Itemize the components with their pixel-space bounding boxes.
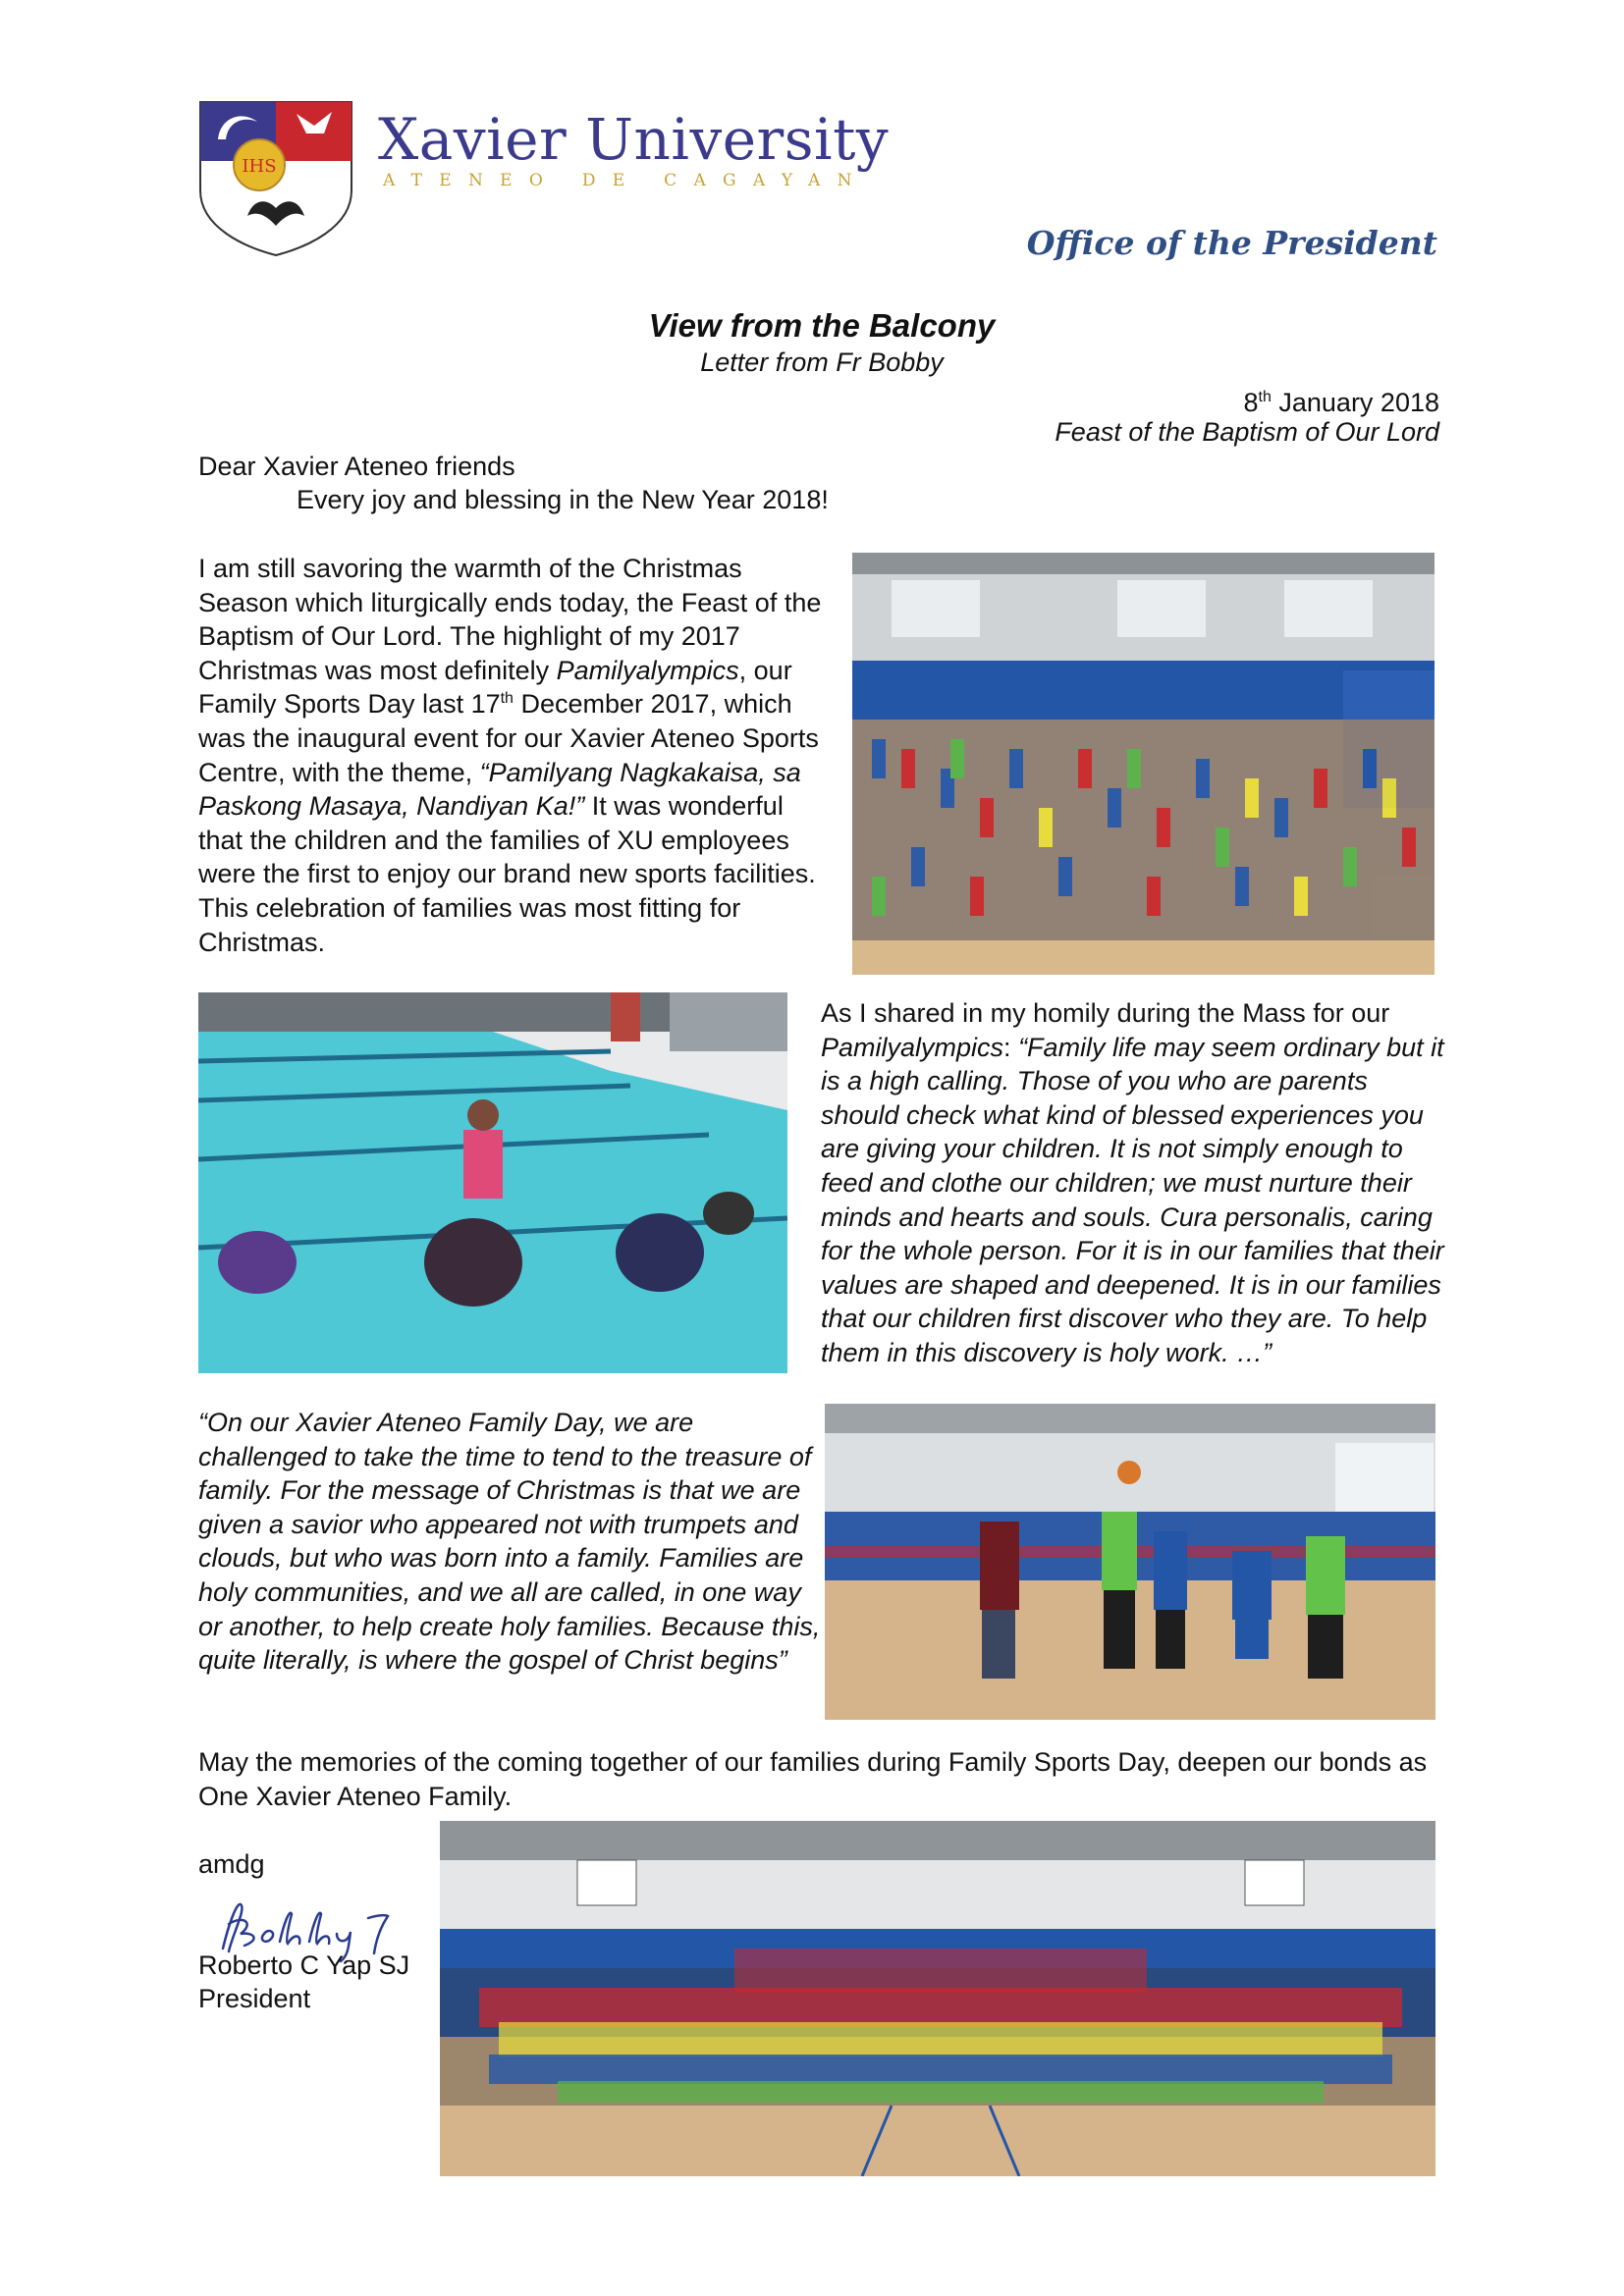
signatory-name: Roberto C Yap SJ [198, 1950, 410, 1980]
letter-subtitle: Letter from Fr Bobby [700, 347, 944, 377]
photo-gym-crowd [852, 553, 1435, 975]
para2-event-name: Pamilyalympics [821, 1032, 1004, 1062]
office-heading: Office of the President [1026, 224, 1437, 262]
photo-swimming-pool [198, 992, 787, 1373]
para2-homily-quote: “Family life may seem ordinary but it is a high calling. Those of you who are parents should check what kind of blessed experiences you are giving your children. It is not simply enough to feed and clothe our children; we must nurture their minds and hearts and souls. Cura personalis, caring for the whole person. For it is in our families that their values are shaped and deepened. It is in our families that our children first discover who they are. To help them in this discovery is holy work. …” [821, 1032, 1444, 1367]
date-day: 8 [1243, 388, 1259, 417]
paragraph-intro [198, 552, 827, 959]
university-subtitle: ATENEO DE CAGAYAN [383, 171, 869, 190]
para1-text-e: December 2017, which was the inaugural event for our Xavier Ateneo Sports Centre, with the theme, [198, 689, 819, 787]
para1-ordinal: th [500, 690, 514, 708]
letter-title: View from the Balcony [648, 307, 996, 344]
paragraph-homily [821, 996, 1449, 1370]
signatory-title: President [198, 1984, 311, 2013]
para1-text-g: It was wonderful that the children and the families of XU employees were the first to enjoy our brand new sports facilities. This celebration of families was most fitting for Christmas. [198, 791, 816, 957]
photo-group-portrait [440, 1821, 1435, 2176]
para1-theme: “Pamilyang Nagkakaisa, sa Paskong Masaya, Nandiyan Ka!” [198, 757, 801, 822]
university-name: Xavier University [378, 106, 890, 173]
feast-line: Feast of the Baptism of Our Lord [1055, 417, 1439, 447]
para2-text-c: : [1003, 1032, 1019, 1062]
family-day-quote: “On our Xavier Ateneo Family Day, we are challenged to take the time to tend to the treasure of family. For the message of Christmas is that we are given a savior who appeared not with trumpets and clouds, but who was born into a family. Families are holy communities, and we all are called, in one way or another, to help create holy families. Because this, quite literally, is where the gospel of Christ begins” [198, 1408, 821, 1676]
date-ordinal: th [1258, 389, 1272, 405]
svg-text:IHS: IHS [242, 156, 277, 177]
letter-date [1244, 381, 1440, 419]
paragraph-closing: May the memories of the coming together of our families during Family Sports Day, deepen our bonds as One Xavier Ateneo Family. [198, 1747, 1428, 1811]
para1-text-c: , our Family Sports Day last 17 [198, 655, 792, 720]
photo-basketball [825, 1404, 1435, 1720]
para2-text-a: As I shared in my homily during the Mass for our [821, 998, 1390, 1028]
new-year-wish: Every joy and blessing in the New Year 2018! [297, 485, 829, 514]
para1-text-a: I am still savoring the warmth of the Christmas Season which liturgically ends today, the Feast of the Baptism of Our Lord. The highlight of my 2017 Christmas was most definitely [198, 554, 822, 685]
closing-amdg: amdg [198, 1849, 265, 1879]
date-rest: January 2018 [1271, 388, 1439, 417]
para1-event-name: Pamilyalympics [556, 655, 739, 685]
university-crest-logo [198, 100, 353, 257]
greeting: Dear Xavier Ateneo friends [198, 452, 515, 481]
